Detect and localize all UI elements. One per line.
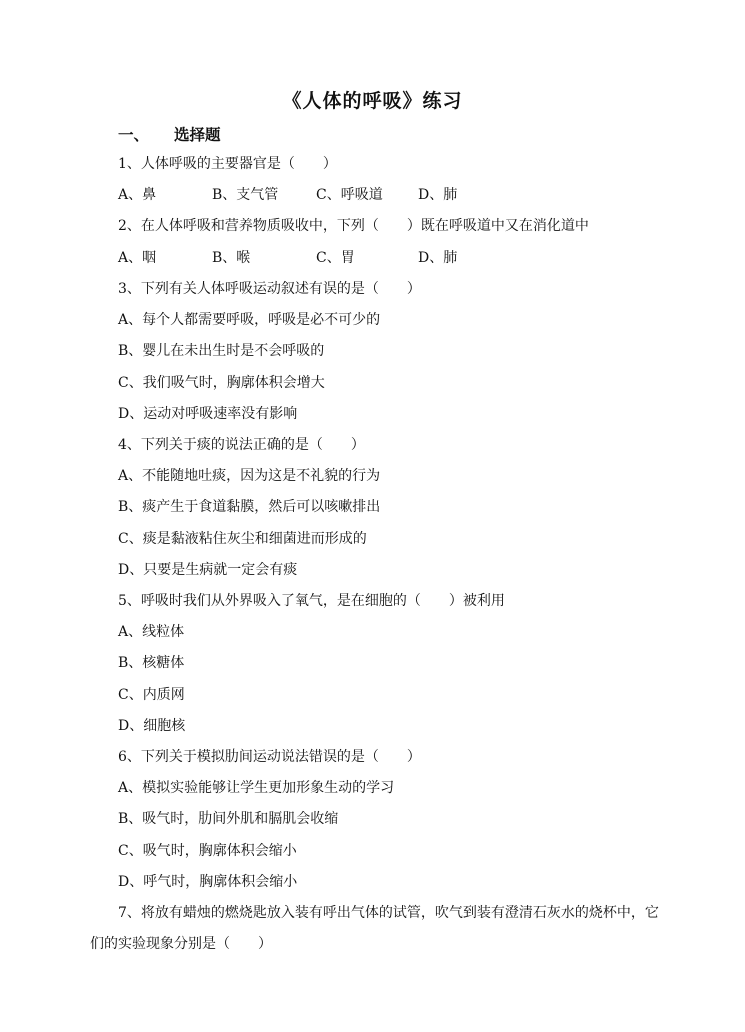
q1-option-d: D、肺 bbox=[418, 187, 458, 203]
question-7-stem-line-1: 7、将放有蜡烛的燃烧匙放入装有呼出气体的试管，吹气到装有澄清石灰水的烧杯中，它 bbox=[118, 905, 659, 921]
q6-option-c: C、吸气时，胸廓体积会缩小 bbox=[118, 843, 297, 859]
q3-option-d: D、运动对呼吸速率没有影响 bbox=[118, 406, 298, 422]
q5-option-c: C、内质网 bbox=[118, 687, 185, 703]
q3-option-b: B、婴儿在未出生时是不会呼吸的 bbox=[118, 343, 325, 359]
q4-option-c: C、痰是黏液粘住灰尘和细菌进而形成的 bbox=[118, 531, 367, 547]
q1-option-b: B、支气管 bbox=[212, 187, 279, 203]
section-number: 一、 bbox=[118, 125, 150, 144]
q6-option-d: D、呼气时，胸廓体积会缩小 bbox=[118, 874, 298, 890]
question-1-stem: 1、人体呼吸的主要器官是（ ） bbox=[118, 156, 337, 172]
question-1-options bbox=[118, 186, 457, 204]
q5-option-b: B、核糖体 bbox=[118, 655, 185, 671]
q4-option-a: A、不能随地吐痰，因为这是不礼貌的行为 bbox=[118, 468, 381, 484]
q5-option-d: D、细胞核 bbox=[118, 718, 186, 734]
question-3-stem: 3、下列有关人体呼吸运动叙述有误的是（ ） bbox=[118, 281, 421, 297]
question-4-stem: 4、下列关于痰的说法正确的是（ ） bbox=[118, 437, 365, 453]
question-5-stem: 5、呼吸时我们从外界吸入了氧气，是在细胞的（ ）被利用 bbox=[118, 593, 505, 609]
question-6-stem: 6、下列关于模拟肋间运动说法错误的是（ ） bbox=[118, 749, 421, 765]
q3-option-c: C、我们吸气时，胸廓体积会增大 bbox=[118, 375, 325, 391]
q4-option-d: D、只要是生病就一定会有痰 bbox=[118, 562, 298, 578]
q6-option-a: A、模拟实验能够让学生更加形象生动的学习 bbox=[118, 780, 395, 796]
q2-option-d: D、肺 bbox=[418, 250, 458, 266]
q6-option-b: B、吸气时，肋间外肌和膈肌会收缩 bbox=[118, 811, 339, 827]
q1-option-c: C、呼吸道 bbox=[316, 187, 383, 203]
q2-option-b: B、喉 bbox=[212, 250, 251, 266]
q2-option-c: C、胃 bbox=[316, 250, 355, 266]
q5-option-a: A、线粒体 bbox=[118, 624, 185, 640]
q4-option-b: B、痰产生于食道黏膜，然后可以咳嗽排出 bbox=[118, 499, 381, 515]
question-2-stem: 2、在人体呼吸和营养物质吸收中，下列（ ）既在呼吸道中又在消化道中 bbox=[118, 218, 589, 234]
q2-option-a: A、咽 bbox=[118, 250, 157, 266]
document-title: 《人体的呼吸》练习 bbox=[282, 90, 463, 112]
q1-option-a: A、鼻 bbox=[118, 187, 157, 203]
q3-option-a: A、每个人都需要呼吸，呼吸是必不可少的 bbox=[118, 312, 381, 328]
section-name: 选择题 bbox=[174, 125, 221, 144]
question-7-stem-line-2: 们的实验现象分别是（ ） bbox=[90, 936, 272, 952]
question-2-options bbox=[118, 249, 457, 267]
section-heading bbox=[118, 123, 221, 145]
